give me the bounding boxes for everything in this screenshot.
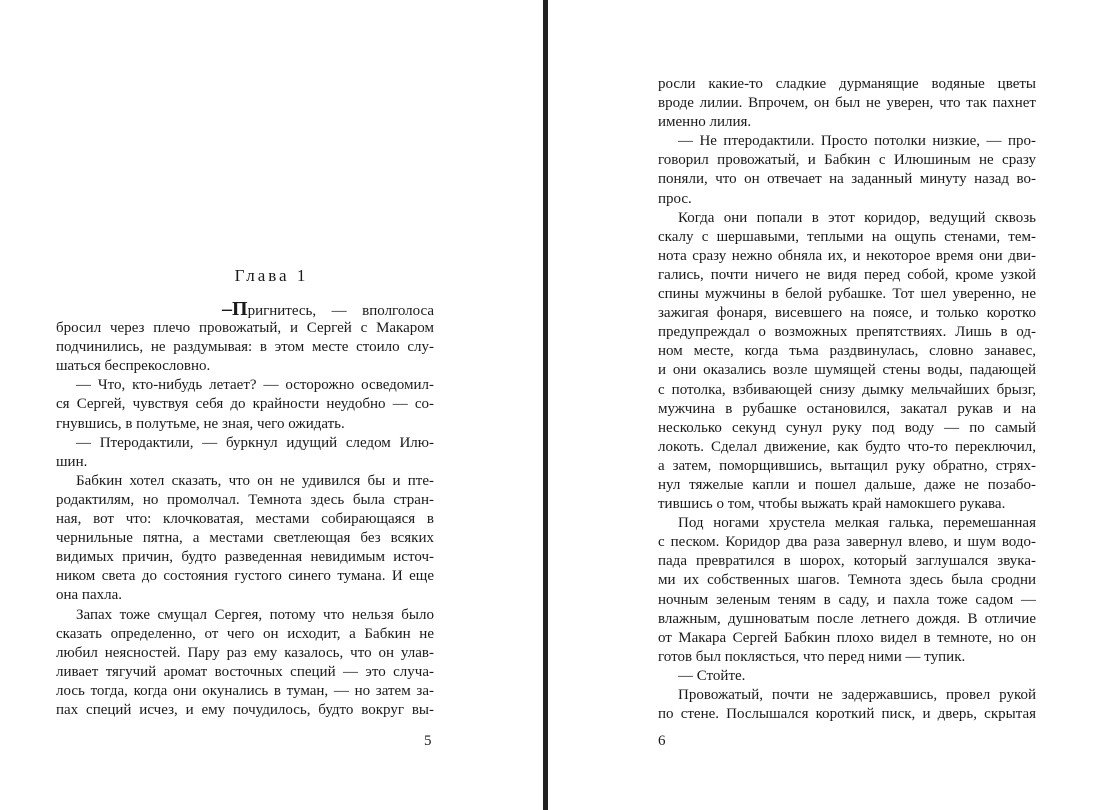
text-line: нота сразу нежно обняла их, и некоторое время они дви-	[658, 247, 1036, 264]
text-line: по стене. Послышался короткий писк, и дверь, скрытая	[658, 706, 1036, 723]
text-line: ночным зеленым теням в саду, и пахла тоже садом —	[658, 591, 1036, 608]
text-line: поняли, что он отвечает на заданный минуту назад во-	[658, 171, 1036, 188]
text-line: прос.	[658, 190, 692, 207]
text-line: спины мужчины в белой рубашке. Тот шел уверенно, не	[658, 286, 1036, 303]
right-page-text	[658, 75, 1036, 724]
text-line: ником света до состояния густого синего тумана. И еще	[56, 568, 434, 585]
text-line: росли какие-то сладкие дурманящие водяные цветы	[658, 76, 1036, 92]
text-line: локоть. Сделал движение, как будто что-то переключил,	[658, 438, 1036, 455]
drop-cap: –П	[222, 298, 248, 320]
text-line: Под ногами хрустела мелкая галька, перемешанная	[678, 515, 1036, 532]
text-line: скалу с шершавыми, теплыми на ощупь стенами, тем-	[658, 228, 1036, 245]
text-line: пах специй исчез, и ему почудилось, будто вокруг вы-	[56, 701, 434, 718]
text-line: сказать определенно, от чего он исходит, а Бабкин не	[56, 625, 434, 642]
left-page	[0, 0, 543, 810]
text-line: предупреждал о возможных препятствиях. Лишь в од-	[658, 324, 1036, 341]
text-line: Запах тоже смущал Сергея, потому что нельзя было	[76, 606, 434, 623]
text-line: ном месте, когда тьма раздвинулась, словно занавес,	[658, 343, 1036, 360]
text-line: ная, вот что: клочковатая, местами собирающаяся в	[56, 511, 434, 528]
text-line	[56, 300, 434, 319]
text-line: лось тогда, когда они окунались в туман, — но затем за-	[56, 682, 434, 699]
text-line: родактилям, но промолчал. Темнота здесь была стран-	[56, 491, 434, 508]
text-line: ми их собственных шагов. Темнота здесь была сродни	[658, 572, 1036, 589]
text-line: с песком. Коридор два раза завернул влево, и шум водо-	[658, 534, 1036, 551]
text-line: гнувшись, в полутьме, не зная, чего ожидать.	[56, 415, 345, 432]
text-line: любил неясностей. Пару раз ему казалось, что он улав-	[56, 644, 434, 661]
chapter-title: Глава 1	[234, 266, 309, 285]
text-line: — Не птеродактили. Просто потолки низкие, — про-	[678, 133, 1036, 150]
text-line-content: ригнитесь, — вполголоса	[247, 303, 434, 319]
text-line: вроде лилии. Впрочем, он был не уверен, что так пахнет	[658, 95, 1036, 112]
text-line: Когда они попали в этот коридор, ведущий сквозь	[678, 209, 1036, 226]
text-line: готов был поклясться, что перед ними — тупик.	[658, 648, 966, 665]
text-line: нул тяжелые капли и пошел дальше, даже не позабо-	[658, 476, 1036, 493]
text-line: Бабкин хотел сказать, что он не удивился бы и пте-	[76, 472, 434, 489]
text-line: пада превратился в шорох, который заглушался звука-	[658, 553, 1036, 570]
text-line: зажигая фонаря, висевшего на поясе, и только коротко	[658, 305, 1036, 322]
text-line: чернильные пятна, а местами светлеющая без всяких	[56, 530, 434, 547]
text-line: видимых причин, будто разведенная невидимым источ-	[56, 549, 434, 566]
text-line: несколько секунд сунул руку под воду — по самый	[658, 419, 1036, 436]
text-line: говорил провожатый, и Бабкин с Илюшиным не сразу	[658, 152, 1036, 169]
text-line: и они оказались возле шумящей стены воды, падающей	[658, 362, 1036, 379]
text-line: гались, почти ничего не видя перед собой, кроме узкой	[658, 266, 1036, 283]
text-line: — Птеродактили, — буркнул идущий следом Илю-	[76, 434, 434, 451]
text-line: шин.	[56, 453, 88, 470]
left-page-text	[56, 300, 434, 720]
text-line: а затем, поморщившись, вытащил руку обратно, стрях-	[658, 457, 1036, 474]
text-line: Провожатый, почти не задержавшись, провел рукой	[678, 687, 1036, 703]
text-line: — Стойте.	[678, 667, 746, 684]
text-line: именно лилия.	[658, 114, 752, 131]
text-line: — Что, кто-нибудь летает? — осторожно осведомил-	[76, 377, 434, 394]
text-line: мужчина в рубашке остановился, закатал рукав и на	[658, 400, 1036, 417]
text-line: подчинились, не раздумывая: в этом месте стоило слу-	[56, 339, 434, 356]
text-line: влажным, душноватым после летнего дождя. В отличие	[658, 610, 1036, 627]
page-number-right: 6	[658, 733, 666, 749]
text-line: тившись о том, чтобы выжать край намокшего рукава.	[658, 496, 1006, 513]
page-number-left: 5	[424, 733, 432, 749]
text-line: шаться беспрекословно.	[56, 358, 211, 375]
text-line: она пахла.	[56, 587, 123, 604]
text-line: ливает тягучий аромат восточных специй — это случа-	[56, 663, 434, 680]
text-line: от Макара Сергей Бабкин плохо видел в темноте, но он	[658, 629, 1036, 646]
text-line: бросил через плечо провожатый, и Сергей с Макаром	[56, 320, 434, 337]
text-line: с потолка, взбивающей снизу дымку мельчайших брызг,	[658, 381, 1036, 398]
text-line: ся Сергей, чувствуя себя до крайности неудобно — со-	[56, 396, 434, 413]
right-page	[548, 0, 1093, 810]
